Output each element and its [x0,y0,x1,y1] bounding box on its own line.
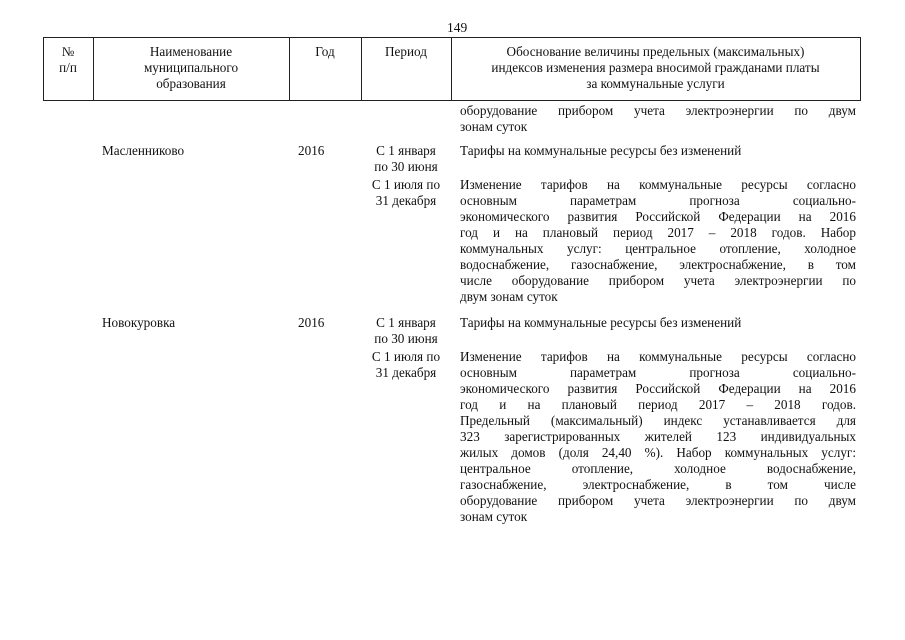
header-year: Год [315,44,335,59]
header-basis: Обоснование величины предельных (максимальных) индексов изменения размера вносимой гражданами платы за коммунальные услуги [491,44,820,91]
period-cell: С 1 июля по 31 декабря [371,177,441,208]
basis-text: Тарифы на коммунальные ресурсы без изменений [460,315,742,330]
year-cell: 2016 [298,315,325,330]
period-cell: С 1 июля по 31 декабря [371,349,441,380]
page-number: 149 [447,20,468,35]
period-cell: С 1 января по 30 июня [374,315,438,346]
basis-text: Тарифы на коммунальные ресурсы без изменений [460,143,742,158]
basis-text: Изменение тарифов на коммунальные ресурсы согласно основным параметрам прогноза социально- экономического развития Российской Федерации на 2016 год и на плановый период 2017 – 2018 годов. Предельный (максимальный) индекс устанавливается для 323 зарегистрированных жителей 123 индивидуальных жилых домов (доля 24,40 %). Набор коммунальных услуг: центральное отопление, холодное водоснабжение, газоснабжение, электроснабжение, в том числе оборудование прибором учета электроэнергии по двум зонам суток [460,349,856,524]
header-period: Период [385,44,427,59]
basis-text: Изменение тарифов на коммунальные ресурсы согласно основным параметрам прогноза социально- экономического развития Российской Федерации на 2016 год и на плановый период 2017 – 2018 годов. Набор коммунальных услуг: центральное отопление, холодное водоснабжение, газоснабжение, электроснабжение, в том числе оборудование прибором учета электроэнергии по двум зонам суток [460,177,856,304]
header-municipality: Наименование муниципального образования [143,44,239,91]
period-cell: С 1 января по 30 июня [374,143,438,174]
year-cell: 2016 [298,143,325,158]
municipality-name: Масленниково [102,143,185,158]
tariff-table [43,37,861,101]
header-number: № п/п [59,44,77,75]
table-header [43,37,861,101]
municipality-name: Новокуровка [102,315,176,330]
continuation-text: оборудование прибором учета электроэнергии по двум зонам суток [460,103,856,134]
